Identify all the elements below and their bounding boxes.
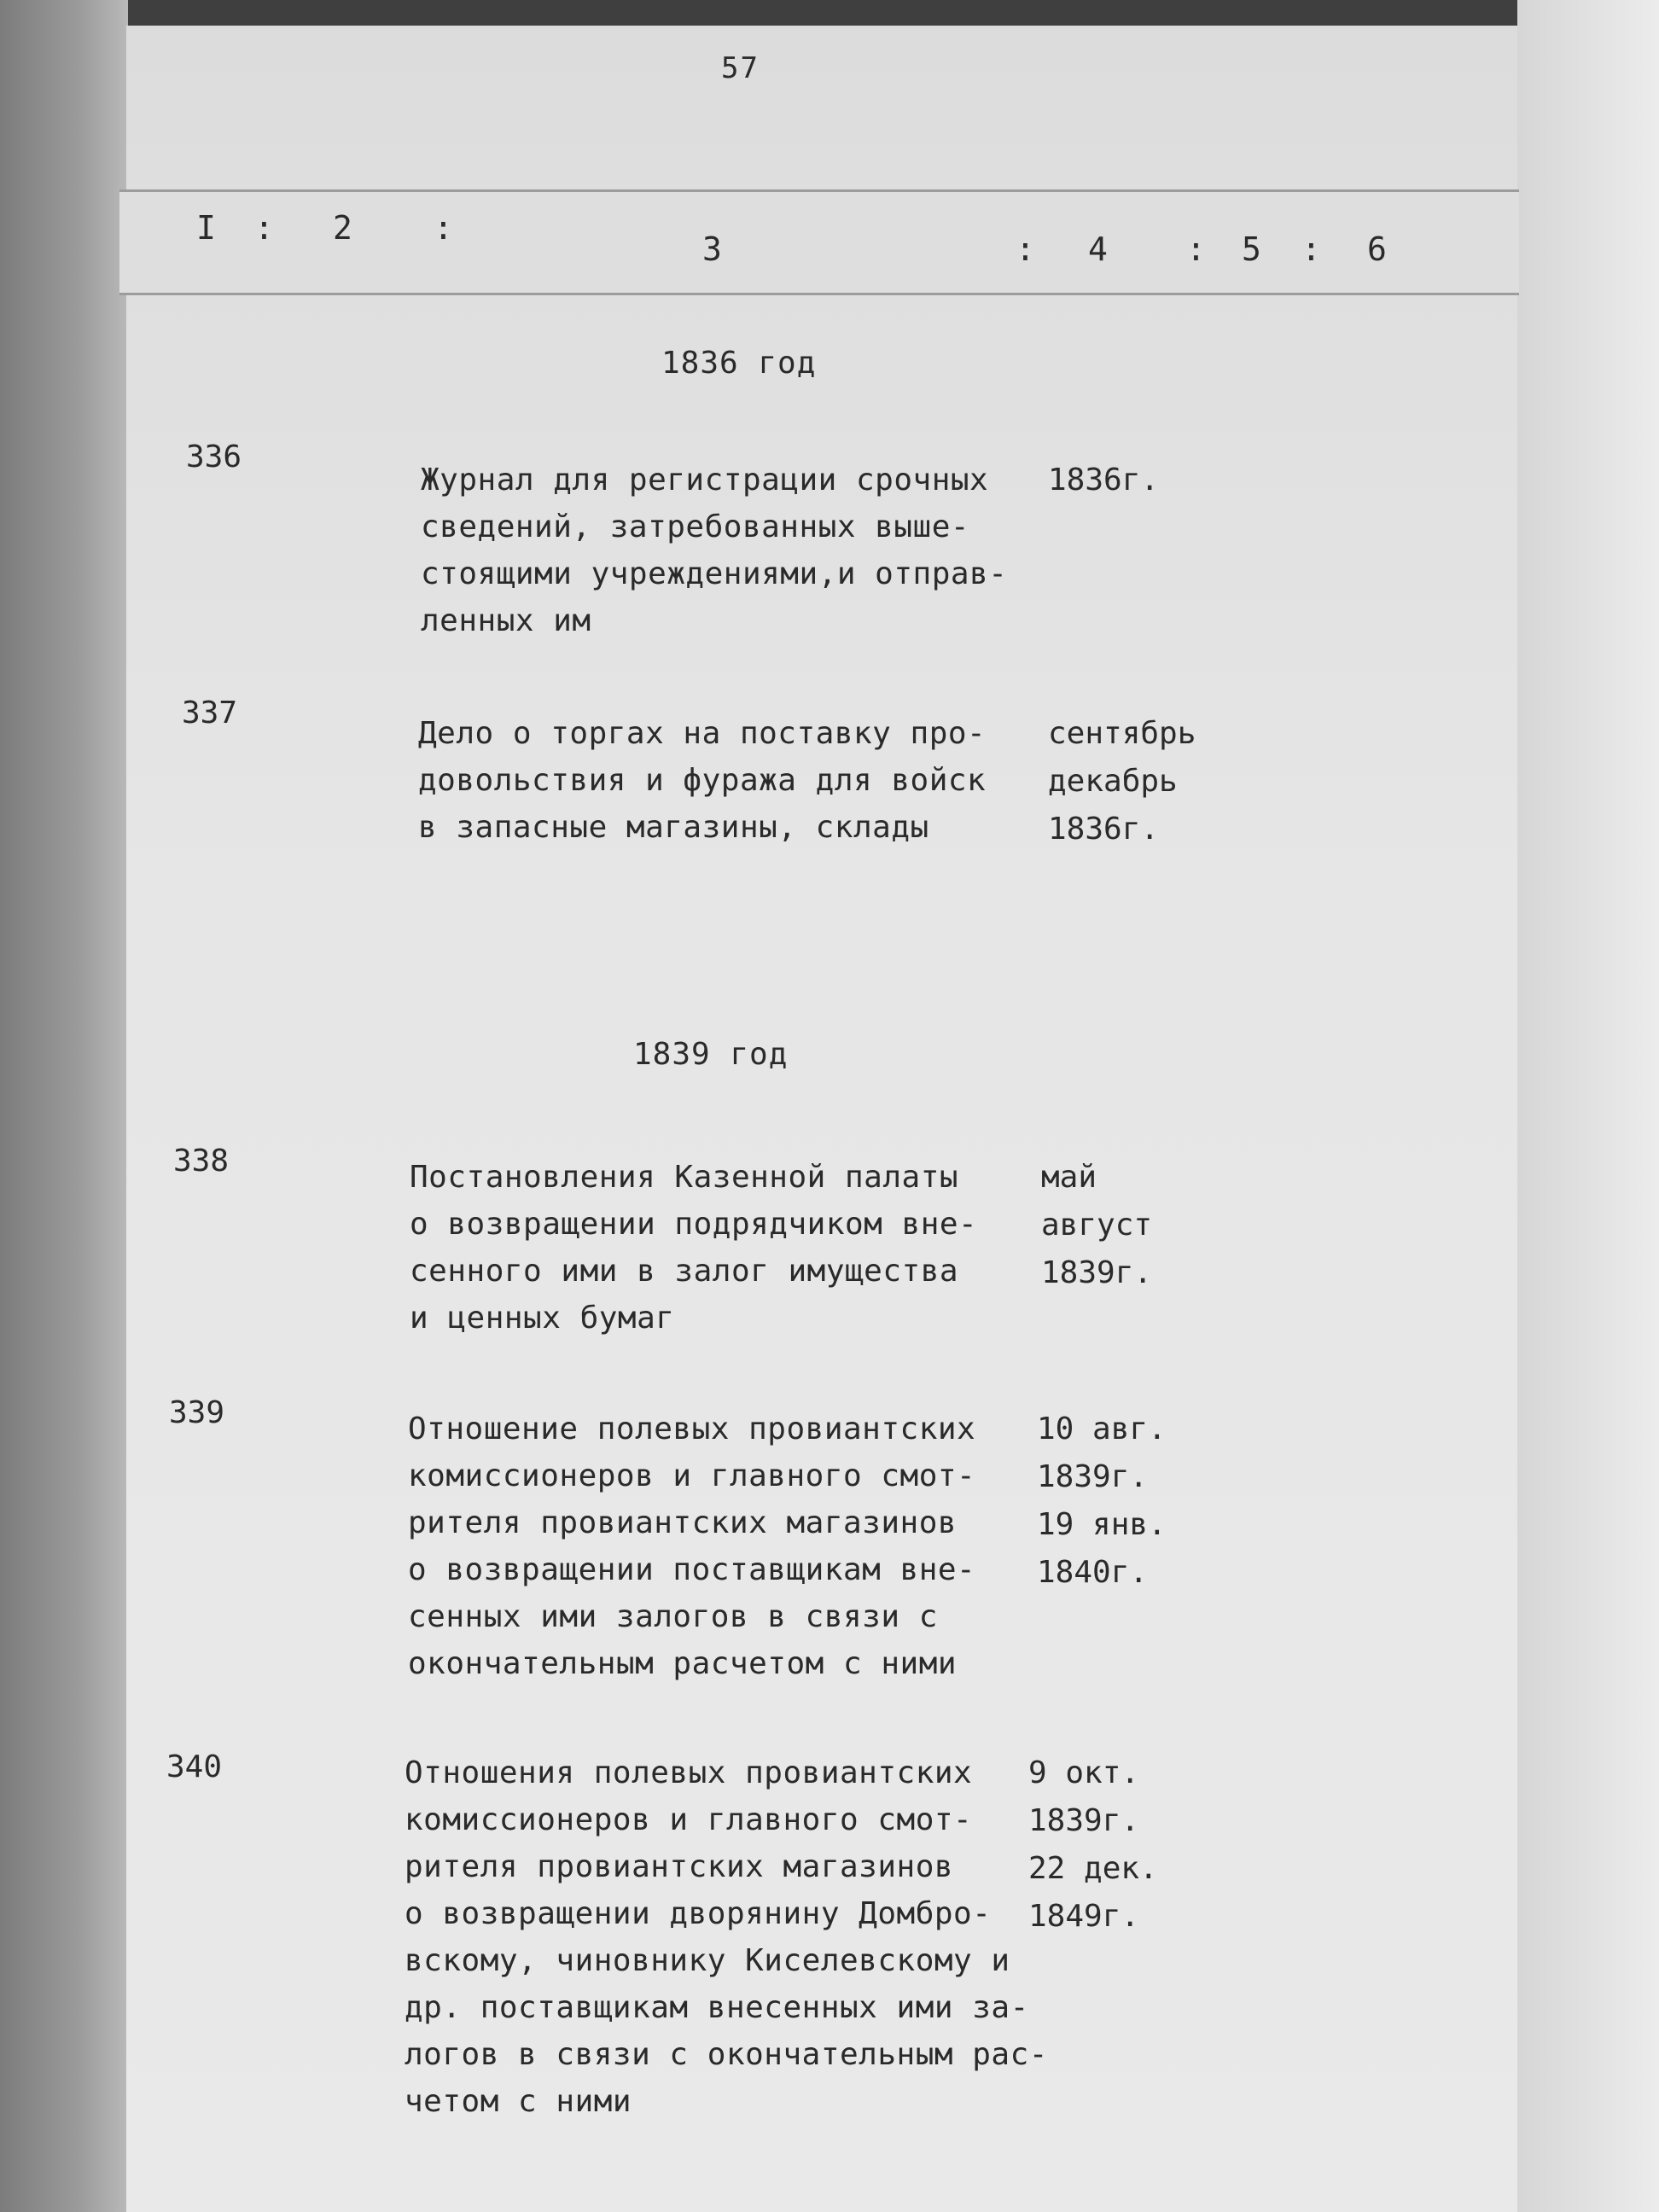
entry-dates: 1836г.: [1048, 463, 1160, 498]
entry-dates: май август 1839г.: [1041, 1160, 1153, 1290]
entry-dates: 9 окт. 1839г. 22 дек. 1849г.: [1028, 1755, 1158, 1934]
entry-title: Дело о торгах на поставку про- довольствия и фуража для войск в запасные магазины, склады: [418, 716, 987, 845]
entry-dates: сентябрь декабрь 1836г.: [1048, 716, 1196, 847]
year-heading: 1836 год: [661, 346, 817, 381]
entry-title: Отношение полевых провиантских комиссионеров и главного смот- рителя провиантских магазинов о возвращении поставщикам вне- сенных ими залогов в связи с окончательным расчетом с ними: [408, 1412, 976, 1681]
entry-number: 340: [166, 1749, 223, 1784]
year-heading: 1839 год: [633, 1037, 789, 1072]
entry-number: 338: [173, 1144, 230, 1179]
entry-dates: 10 авг. 1839г. 19 янв. 1840г.: [1037, 1412, 1167, 1590]
entry-title: Отношения полевых провиантских комиссионеров и главного смот- рителя провиантских магазинов о возвращении дворянину Домбро- вскому, чиновнику Киселевскому и др. поставщикам внесенных ими за- логов в связи с окончательным рас- четом с ними: [405, 1755, 1048, 2119]
column-header-3: 3: [702, 230, 722, 268]
column-header-separator: :: [1301, 230, 1321, 268]
entry-number: 337: [182, 696, 238, 731]
entry-number: 339: [169, 1395, 225, 1430]
column-header-separator: :: [1016, 230, 1035, 268]
column-header-1: I: [196, 209, 216, 247]
column-header-separator: :: [254, 209, 274, 247]
column-header-2: 2: [333, 209, 352, 247]
column-header-separator: :: [1186, 230, 1206, 268]
column-header-5: 5: [1242, 230, 1261, 268]
facing-page-edge: [0, 0, 128, 2212]
column-header-6: 6: [1367, 230, 1387, 268]
page-number: 57: [721, 51, 760, 85]
entry-number: 336: [186, 439, 242, 474]
column-header-row: [119, 189, 1519, 295]
column-header-separator: :: [434, 209, 453, 247]
entry-title: Журнал для регистрации срочных сведений, затребованных выше- стоящими учреждениями,и отправ- ленных им: [421, 463, 1008, 638]
page-margin-right: [1517, 0, 1659, 2212]
entry-title: Постановления Казенной палаты о возвращении подрядчиком вне- сенного ими в залог имущества и ценных бумаг: [410, 1160, 978, 1336]
column-header-4: 4: [1088, 230, 1108, 268]
